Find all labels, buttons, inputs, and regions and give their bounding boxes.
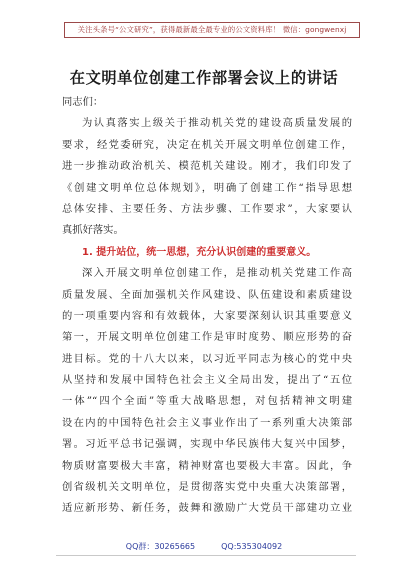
paragraph-line: 真抓好落实。 xyxy=(62,224,124,237)
page-footer xyxy=(0,541,408,552)
paragraph-line: 《创建文明单位总体规划》，明确了创建工作“指导思想 xyxy=(62,181,352,194)
footer-divider xyxy=(56,555,356,556)
document-body xyxy=(62,92,352,520)
paragraph-line: 从坚持和发展中国特色社会主义全局出发，提出了“五位 xyxy=(62,374,352,387)
promo-banner xyxy=(64,22,360,38)
paragraph-line: 设在内的中国特色社会主义事业作出了一系列重大决策部 xyxy=(62,416,352,429)
paragraph-line: 要求，经党委研究，决定在机关开展文明单位创建工作， xyxy=(62,138,352,151)
paragraph-line: 进一步推动政治机关、模范机关建设。刚才，我们印发了 xyxy=(62,160,352,173)
promo-banner-text: 关注头条号“公文研究”，获得最新最全最专业的公文资料库！ 微信：gongwenxj xyxy=(77,25,347,34)
paragraph-line: 为认真落实上级关于推动机关党的建设高质量发展的 xyxy=(82,117,352,130)
paragraph-line: 的一项重要内容和有效载体，大家要深刻认识其重要意义 xyxy=(62,309,352,322)
section-heading-1: 1. 提升站位，统一思想，充分认识创建的重要意义。 xyxy=(82,246,317,258)
paragraph-line: 署。习近平总书记强调，实现中华民族伟大复兴中国梦， xyxy=(62,438,352,451)
paragraph-line: 一体”“四个全面”等重大战略思想，对包括精神文明建 xyxy=(62,395,352,408)
document-title: 在文明单位创建工作部署会议上的讲话 xyxy=(69,69,339,87)
paragraph-line: 物质财富要极大丰富，精神财富也要极大丰富。因此，争 xyxy=(62,459,352,472)
greeting: 同志们： xyxy=(62,96,104,108)
paragraph-1 xyxy=(62,113,352,241)
paragraph-line: 深入开展文明单位创建工作，是推动机关党建工作高 xyxy=(82,267,352,280)
paragraph-2 xyxy=(62,263,352,520)
qq-group-text: QQ群：30265665 xyxy=(125,542,196,551)
paragraph-line: 总体安排、主要任务、方法步骤、工作要求”，大家要认 xyxy=(62,202,352,215)
paragraph-line: 适应新形势、新任务，鼓舞和激励广大党员干部建功立业 xyxy=(62,502,352,515)
paragraph-line: 第一，开展文明单位创建工作是审时度势、顺应形势的奋 xyxy=(62,331,352,344)
paragraph-line: 质量发展、全面加强机关作风建设、队伍建设和素质建设 xyxy=(62,288,352,301)
qq-contact-text: QQ:535304092 xyxy=(221,542,283,551)
paragraph-line: 创省级机关文明单位，是贯彻落实党中央重大决策部署， xyxy=(62,481,352,494)
paragraph-line: 进目标。党的十八大以来，以习近平同志为核心的党中央 xyxy=(62,352,352,365)
